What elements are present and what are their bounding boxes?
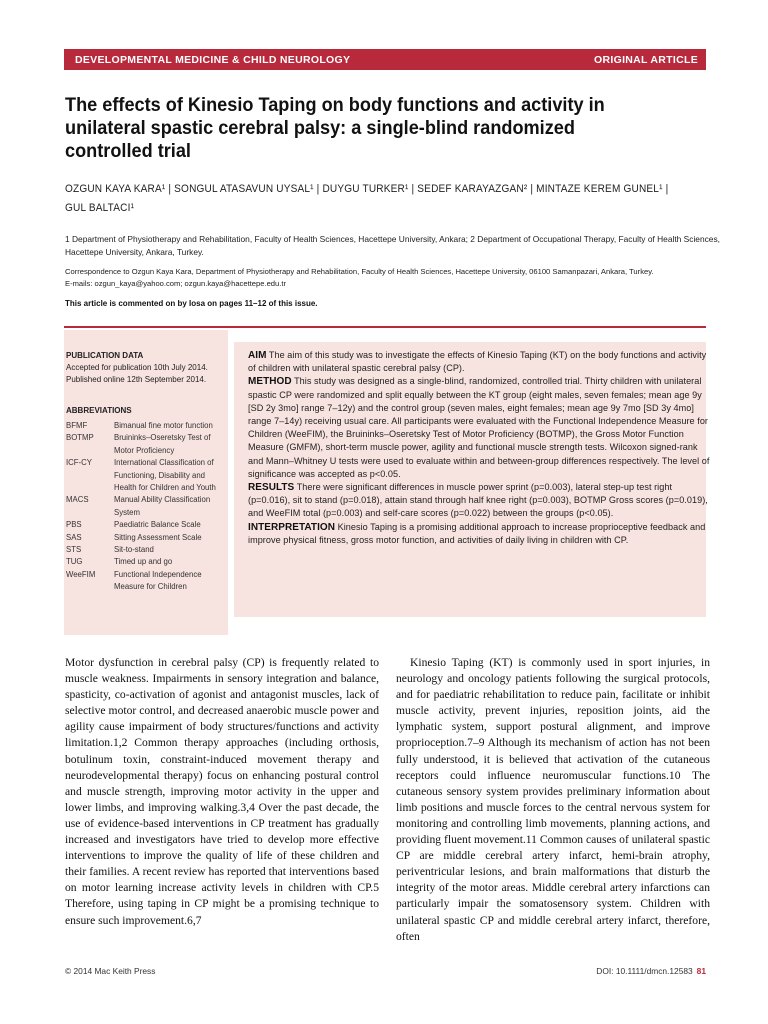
abbreviation-term: STS: [66, 545, 82, 555]
abbreviation-term: TUG: [66, 557, 83, 567]
abstract: [248, 349, 710, 547]
affiliations: 1 Department of Physiotherapy and Rehabilitation, Faculty of Health Sciences, Hacettepe University, Ankara; 2 Department of Occupational Therapy, Faculty of Health Sciences, Hacettepe University, Ankara, Turkey.: [65, 234, 720, 257]
correspondence-emails: E-mails: ozgun_kaya@yahoo.com; ozgun.kaya@hacettepe.edu.tr: [65, 279, 286, 288]
abbreviation-def: Bruininks–Oseretsky Test of Motor Proficiency: [114, 433, 211, 455]
abbreviation-term: MACS: [66, 495, 89, 505]
abbreviation-term: WeeFIM: [66, 569, 96, 579]
abbreviation-def: Manual Ability Classification System: [114, 495, 211, 517]
results-text: There were significant differences in muscle power sprint (p=0.003), lateral step-up test right (p=0.016), sit to stand (p=0.018), attain stand through half knee right (p=0.003), BOTMP Gross scores (p=0.019), and WeeFIM total (p=0.003) and self-care scores (p=0.022) between the groups (p<0.05).: [248, 482, 708, 519]
footer-doi-page: [596, 966, 706, 976]
abbreviation-def: Paediatric Balance Scale: [114, 520, 201, 530]
aim-text: The aim of this study was to investigate the effects of Kinesio Taping (KT) on the body functions and activity of children with unilateral spastic cerebral palsy (CP).: [248, 350, 707, 374]
abbreviation-term: BFMF: [66, 421, 88, 430]
abbreviation-def: Functional Independence Measure for Children: [114, 569, 202, 592]
abbreviations-list: [66, 420, 226, 594]
aim-label: AIM: [248, 350, 267, 361]
method-text: This study was designed as a single-blind, randomized, controlled trial. Thirty children with unilateral spastic CP were randomized and split equally between the KT group (eight males, seven females; mean age 9y [SD 2y 3mo] range 7–12y) and the control group (seven males, eight females; mean age 9y 7mo [SD 3y 4mo] range 7–14y) receiving usual care. All participants were evaluated with the Functional Independence Measure for Children (WeeFIM), the Bruininks–Oseretsky Test of Motor Proficiency (BOTMP), the Gross Motor Function Measure (GMFM), short-term muscle power, agility and functional muscle strength tests. Wilcoxon signed-rank and Mann–Whitney U tests were used to evaluate within and between-group differences respectively. The level of significance was accepted as p<0.05.: [248, 376, 710, 479]
abbreviation-term: BOTMP: [66, 433, 94, 443]
abbreviation-item: [66, 544, 226, 556]
abbreviation-item: [66, 556, 226, 568]
interpretation-text: Kinesio Taping is a promising additional approach to increase proprioceptive feedback and improve physical fitness, gross motor function, and activities of daily living in children with CP.: [248, 521, 706, 545]
abbreviation-def: Timed up and go: [114, 557, 173, 567]
results-label: RESULTS: [248, 482, 295, 494]
article-title: The effects of Kinesio Taping on body functions and activity in unilateral spastic cerebral palsy: a single-blind randomized controlled trial: [65, 94, 605, 162]
abbreviation-term: ICF-CY: [66, 458, 92, 468]
publication-data-heading: PUBLICATION DATA: [66, 351, 144, 360]
abbreviation-item: [66, 532, 226, 544]
journal-header-bar: [64, 49, 706, 70]
published-date: Published online 12th September 2014.: [66, 375, 207, 384]
abbreviation-item: [66, 457, 226, 494]
abbreviation-term: PBS: [66, 520, 82, 530]
abbreviation-def: Bimanual fine motor function: [114, 421, 213, 430]
abbreviation-item: [66, 569, 226, 594]
abbreviation-item: [66, 494, 226, 519]
correspondence: [65, 266, 725, 290]
comment-note: This article is commented on by Iosa on pages 11–12 of this issue.: [65, 299, 318, 308]
article-type: ORIGINAL ARTICLE: [594, 54, 698, 66]
publication-data: [66, 350, 226, 386]
abbreviation-item: [66, 432, 226, 457]
body-column-left: Motor dysfunction in cerebral palsy (CP) is frequently related to muscle weakness. Impairments in sensory integration and balance, spasticity, co-activation of agonist and antagonist muscles, lack of selective motor control, and decreased anaerobic muscle power and agility cause impairment of body structures/functions and activity limitation.1,2 Common therapy approaches (including orthosis, botulinum toxin, constraint-induced movement therapy and neurodevelopmental therapy) focus on enhancing postural control and muscle strength, improving motor activity in the upper and lower limbs, and improving walking.3,4 Over the past decade, the use of evidence-based interventions in CP treatment has gradually increased and investigators have tried to develop more effective interventions to improve the quality of life of these children and their families. A recent review has reported that interventions based on motor learning increase activity levels in children with CP.5 Therefore, using taping in CP might be a promising technique to ensure such improvement.6,7: [65, 656, 379, 927]
abbreviation-item: [66, 420, 226, 432]
page-number: 81: [696, 966, 706, 976]
abbreviation-term: SAS: [66, 532, 82, 542]
journal-name: DEVELOPMENTAL MEDICINE & CHILD NEUROLOGY: [75, 54, 351, 66]
method-label: METHOD: [248, 376, 292, 388]
accepted-date: Accepted for publication 10th July 2014.: [66, 363, 208, 372]
body-column-right: Kinesio Taping (KT) is commonly used in sport injuries, in neurology and oncology patients following the surgical protocols, and for paediatric rehabilitation to reduce pain, facilitate or inhibit muscle activity, prevent injuries, reposition joints, aid the lymphatic system, support postural alignment, and improve proprioception.7–9 Although its mechanism of action has not been fully understood, it is believed that activation of the cutaneous receptors could influence neuromuscular functions.10 The cutaneous sensory system provides preliminary information about limb positions and muscle forces to the central nervous system for monitoring and controlling limb movements, planning actions, and providing fluent movement.11 Common causes of unilateral spastic CP are middle cerebral artery infarct, hemi-brain atrophy, periventricular lesions, and brain malformations that disturb the integrity of the motor areas. Middle cerebral artery infarctions can particularly impair the somatosensory system. Children with unilateral spastic CP and middle cerebral artery infarct, therefore, often: [396, 656, 710, 943]
abbreviation-def: International Classification of Functioning, Disability and Health for Children and Youth: [114, 458, 216, 493]
abbreviation-def: Sit-to-stand: [114, 545, 154, 555]
interpretation-label: INTERPRETATION: [248, 521, 335, 533]
section-divider: [64, 326, 706, 328]
author-list: OZGUN KAYA KARA¹ | SONGUL ATASAVUN UYSAL¹ | DUYGU TURKER¹ | SEDEF KARAYAZGAN² | MINTAZE KEREM GUNEL¹ | GUL BALTACI¹: [65, 183, 669, 214]
abbreviations-heading: ABBREVIATIONS: [66, 406, 132, 415]
abbreviation-def: Sitting Assessment Scale: [114, 532, 202, 542]
doi: DOI: 10.1111/dmcn.12583: [596, 966, 693, 976]
correspondence-address: Correspondence to Ozgun Kaya Kara, Department of Physiotherapy and Rehabilitation, Faculty of Health Sciences, Hacettepe University, 06100 Samanpazari, Ankara, Turkey.: [65, 267, 654, 276]
abbreviation-item: [66, 519, 226, 531]
copyright: © 2014 Mac Keith Press: [65, 966, 156, 976]
